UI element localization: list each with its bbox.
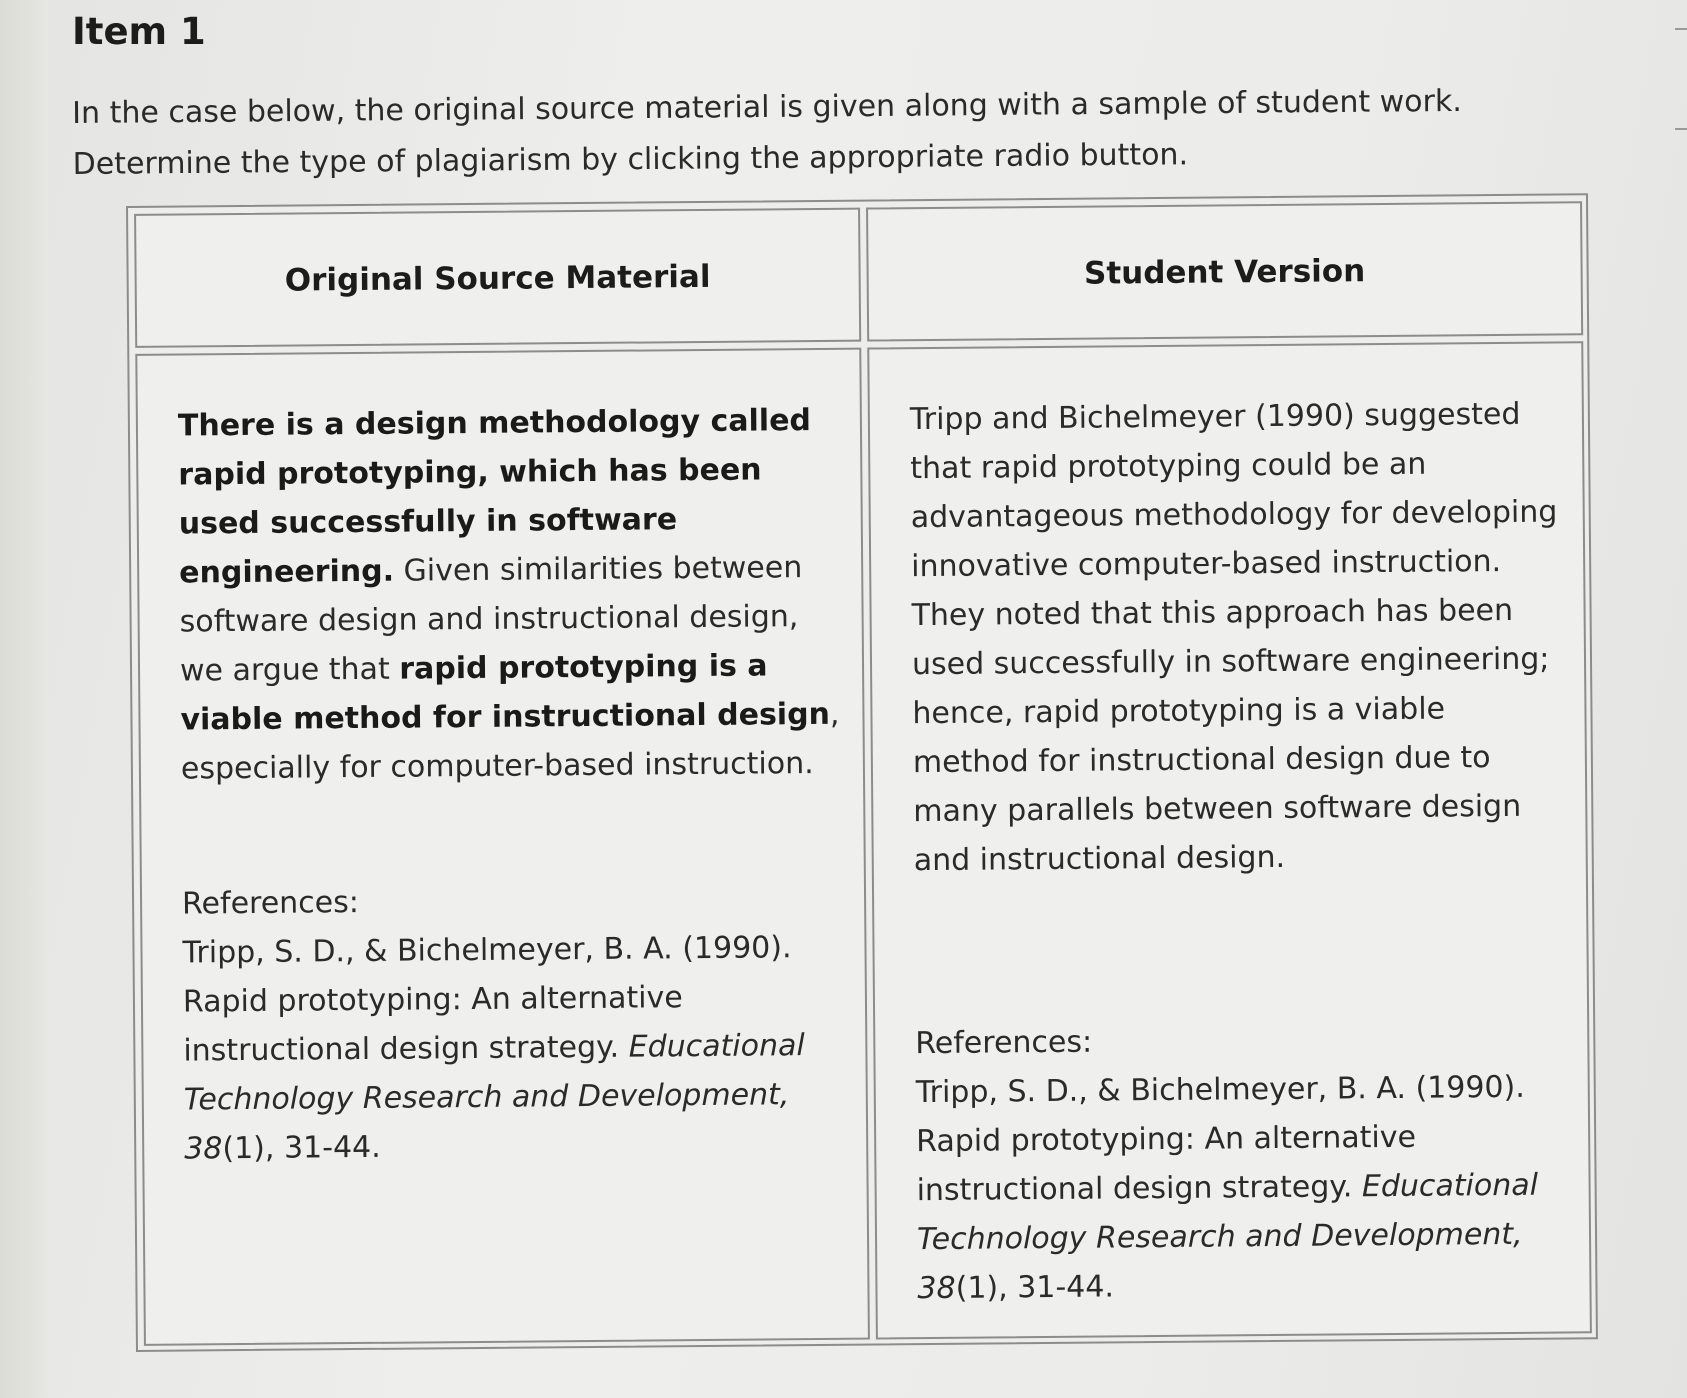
student-text: Tripp and Bichelmeyer (1990) suggested that rapid prototyping could be an advantageous methodology for developing innovative computer-based instruction. They noted that this approach has been used successfully in software engineering; hence, rapid prototyping is a viable method for instructional design due to many parallels between software design and instructional design. bbox=[909, 396, 1558, 879]
instructions-line-2: Determine the type of plagiarism by clicking the appropriate radio button. bbox=[72, 137, 1189, 182]
instructions-line-1: In the case below, the original source material is given along with a sample of student work. bbox=[72, 83, 1462, 131]
original-ref-journal: Educational Technology Research and Development, bbox=[183, 1028, 805, 1118]
original-source-cell bbox=[135, 348, 870, 1346]
original-header: Original Source Material bbox=[284, 258, 711, 299]
original-ref-text: Tripp, S. D., & Bichelmeyer, B. A. (1990). Rapid prototyping: An alternative instructional design strategy. bbox=[182, 930, 792, 1069]
student-ref-text: Tripp, S. D., & Bichelmeyer, B. A. (1990). Rapid prototyping: An alternative instructional design strategy. bbox=[915, 1069, 1525, 1209]
comparison-table bbox=[126, 193, 1598, 1352]
student-ref-journal: Educational Technology Research and Development, bbox=[916, 1167, 1539, 1258]
original-ref-pages: (1), 31-44. bbox=[222, 1129, 381, 1167]
original-bold-1: There is a design methodology called rapid prototyping, which has been used successfully in software engineering. bbox=[177, 403, 812, 591]
original-references bbox=[182, 874, 847, 1174]
student-version-text bbox=[910, 389, 1566, 885]
student-header-cell bbox=[866, 201, 1583, 341]
original-bold-2: rapid prototyping is a viable method for instructional design bbox=[180, 648, 831, 738]
student-header: Student Version bbox=[1083, 253, 1366, 292]
item-title: Item 1 bbox=[72, 10, 206, 53]
student-ref-volume: 38 bbox=[917, 1270, 956, 1307]
student-version-cell bbox=[867, 341, 1592, 1339]
original-header-cell bbox=[134, 208, 861, 348]
original-text-1: Given similarities between software design and instructional design, we argue that bbox=[179, 550, 803, 689]
original-ref-volume: 38 bbox=[184, 1131, 223, 1167]
scrollbar-tick-bottom bbox=[1675, 128, 1687, 130]
scrollbar-tick-top bbox=[1675, 28, 1687, 30]
student-references bbox=[915, 1013, 1570, 1313]
original-references-label: References: bbox=[181, 884, 360, 922]
left-margin-strip bbox=[0, 0, 48, 1398]
student-references-label: References: bbox=[915, 1024, 1093, 1062]
student-ref-pages: (1), 31-44. bbox=[955, 1269, 1115, 1306]
original-text-2: , especially for computer-based instruction. bbox=[180, 696, 840, 787]
instructions bbox=[72, 75, 1553, 190]
original-source-text bbox=[178, 396, 843, 794]
